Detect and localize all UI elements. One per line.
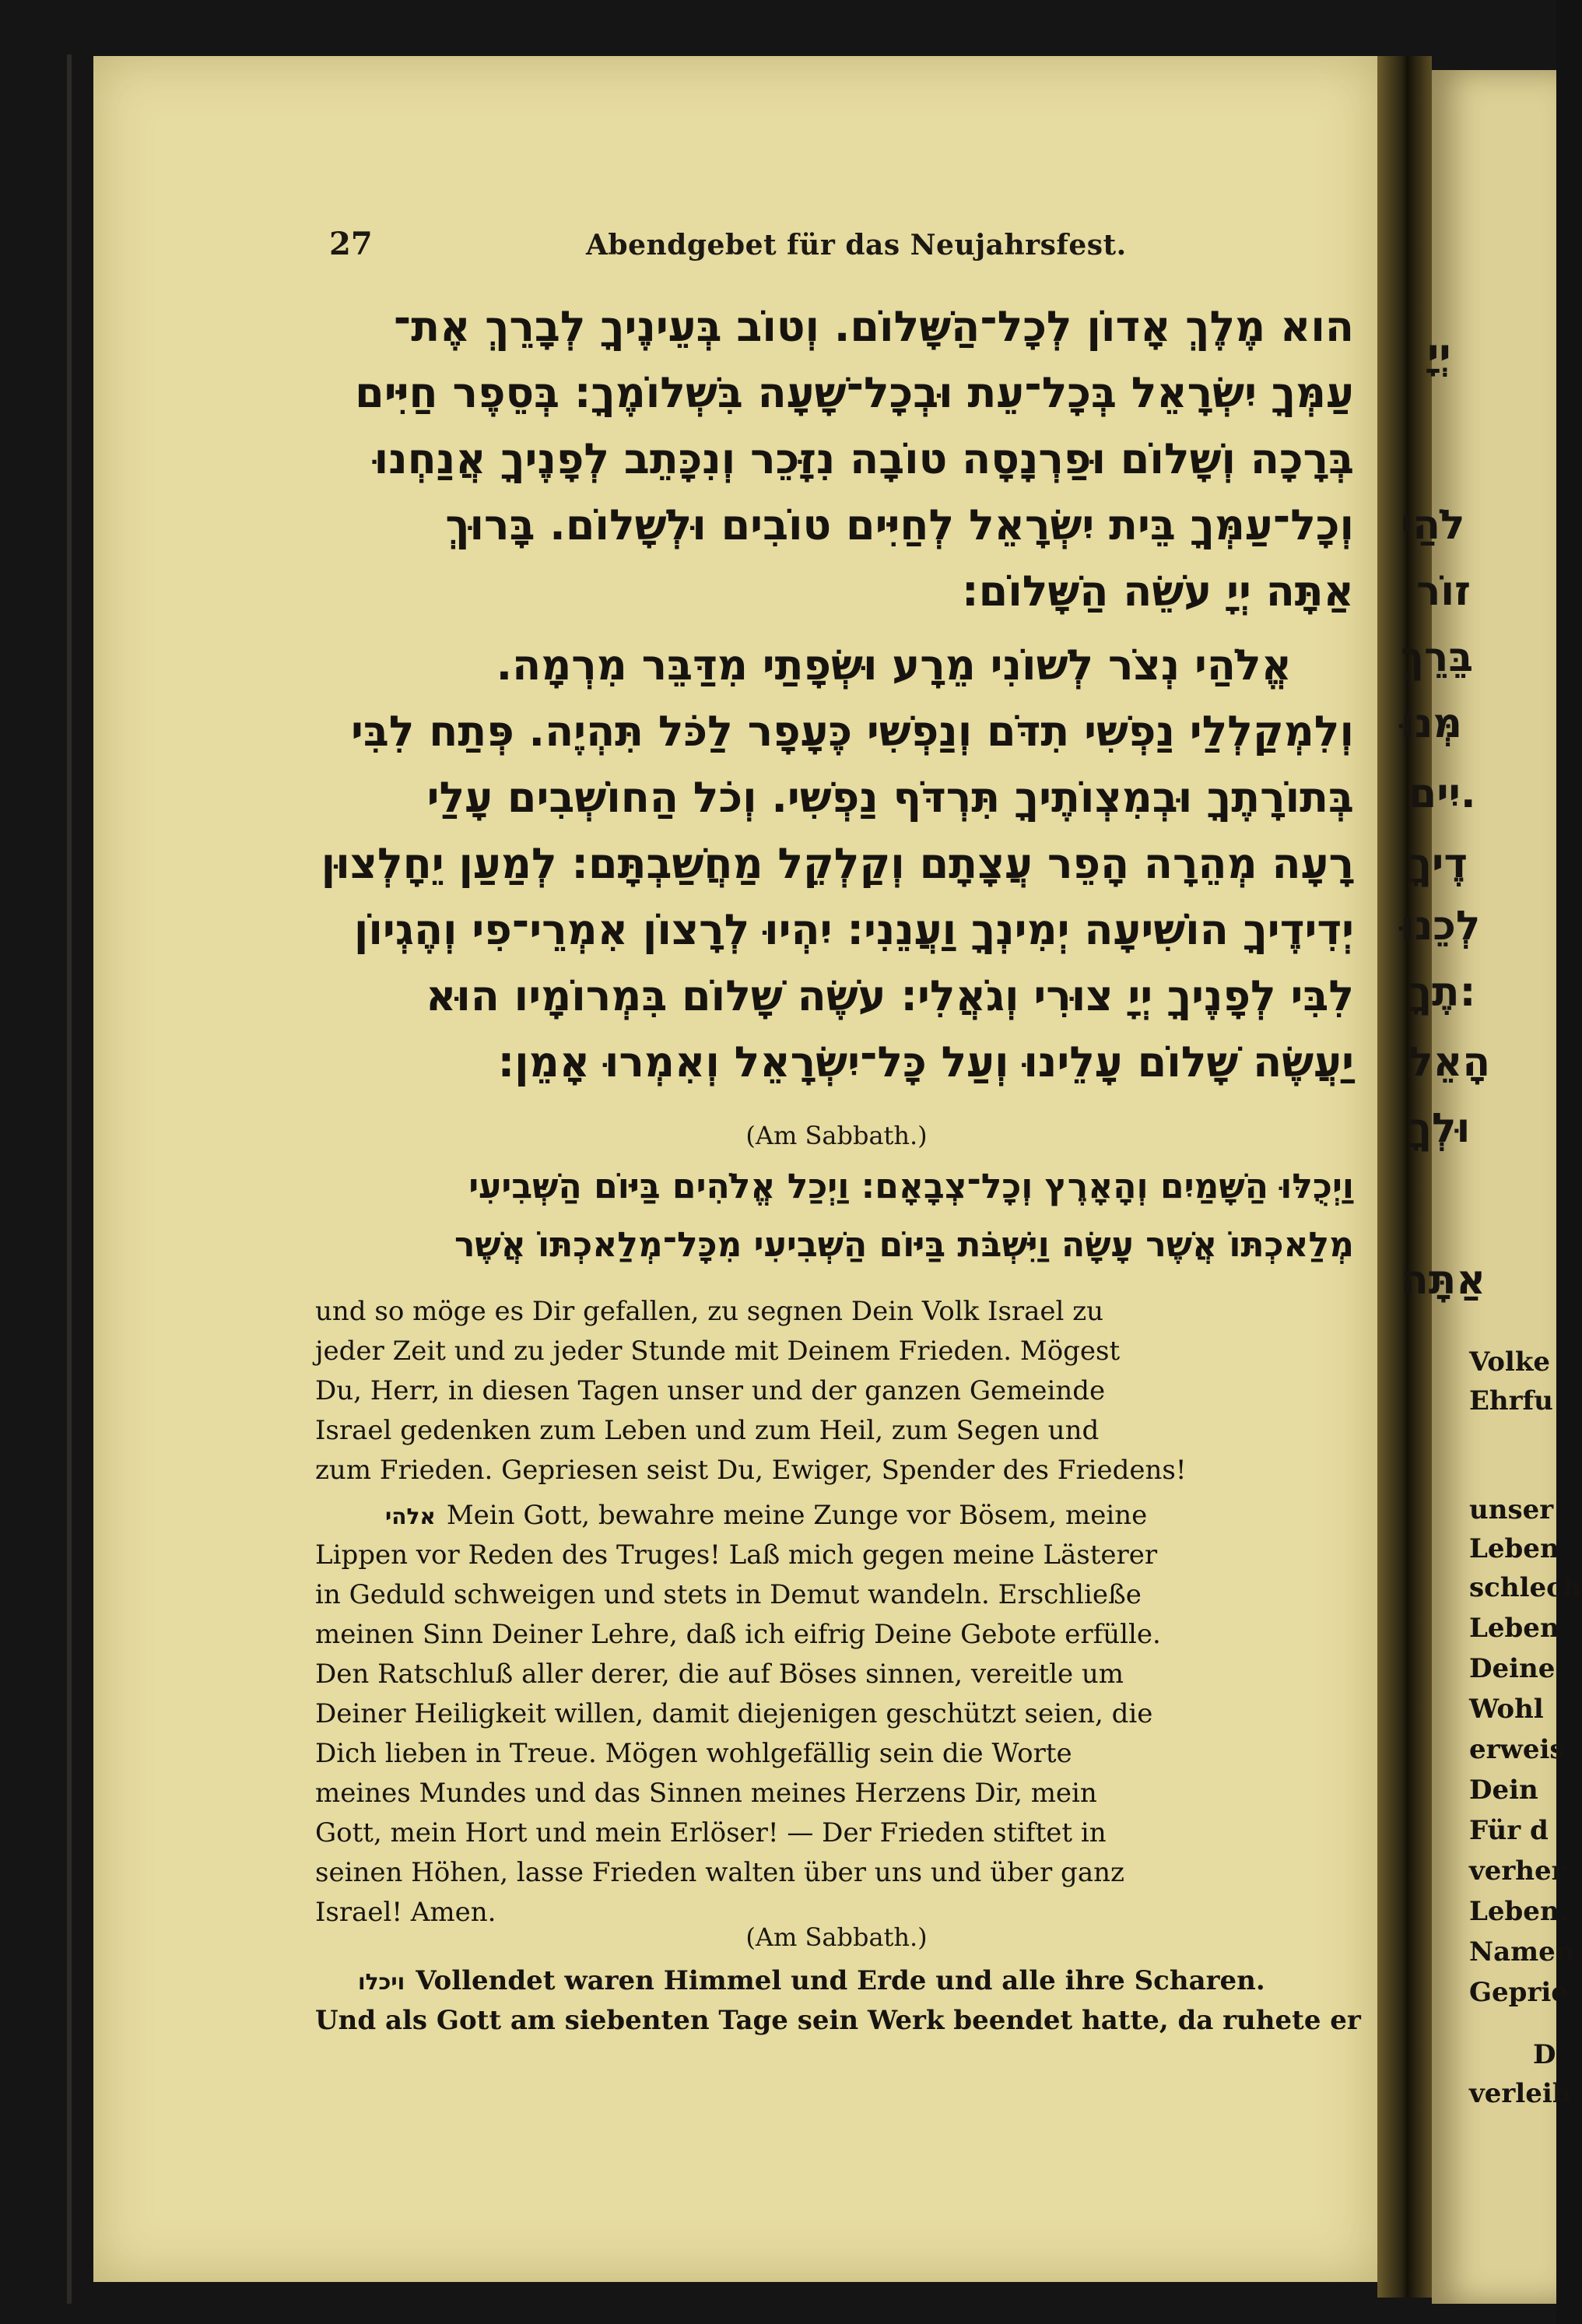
german-line: seinen Höhen, lasse Frieden walten über uns und über ganz bbox=[315, 1857, 1124, 1888]
german-line: und so möge es Dir gefallen, zu segnen Dein Volk Israel zu bbox=[315, 1296, 1104, 1327]
german-line: Mein Gott, bewahre meine Zunge vor Bösem, meine bbox=[446, 1500, 1148, 1531]
hebrew-marker-vaychulu: ויכלו bbox=[358, 1969, 405, 1995]
facing-de-7: Wohl bbox=[1469, 1694, 1544, 1725]
page-number: 27 bbox=[329, 226, 373, 262]
facing-de-15: D bbox=[1533, 2039, 1556, 2070]
facing-heb-7: לְכֵנוּ bbox=[1401, 903, 1481, 950]
facing-heb-8: תֶךָ: bbox=[1408, 969, 1476, 1016]
facing-de-2: unser bbox=[1469, 1494, 1554, 1525]
hebrew-sabbath-line-2: מְלַאכְתּוֹ אֲשֶׁר עָשָׂה וַיִּשְׁבֹּת בַּיּוֹם הַשְּׁבִיעִי מִכָּל־מְלַאכְתּוֹ אֲשֶׁר bbox=[454, 1225, 1354, 1265]
hebrew-marker-elohai: אלהי bbox=[385, 1504, 436, 1529]
facing-de-5: Leben bbox=[1469, 1613, 1559, 1644]
german-line: Dich lieben in Treue. Mögen wohlgefällig sein die Worte bbox=[315, 1738, 1072, 1769]
facing-heb-1: לֹהַי bbox=[1401, 502, 1465, 549]
running-head bbox=[329, 226, 1341, 272]
german-line: Israel gedenken zum Leben und zum Heil, zum Segen und bbox=[315, 1415, 1100, 1446]
facing-de-9: Dein bbox=[1469, 1775, 1538, 1806]
facing-de-8: erweis bbox=[1469, 1734, 1565, 1765]
hebrew-line-9: רָעָה מְהֵרָה הָפֵר עֲצָתָם וְקַלְקֵל מַחֲשַׁבְתָּם: לְמַעַן יֵחָלְצוּן bbox=[321, 839, 1354, 888]
facing-heb-10: וּלְךָ bbox=[1408, 1105, 1471, 1152]
book-edge bbox=[67, 54, 72, 2304]
facing-heb-5: יִים. bbox=[1408, 771, 1476, 817]
facing-heb-2: זוֹר bbox=[1416, 568, 1471, 615]
hebrew-line-1: הוא מֶלֶךְ אָדוֹן לְכָל־הַשָּׁלוֹם. וְטוֹב בְּעֵינֶיךָ לְבָרֵךְ אֶת־ bbox=[393, 302, 1354, 351]
facing-de-0: Volke bbox=[1469, 1346, 1551, 1378]
german-line: Und als Gott am siebenten Tage sein Werk beendet hatte, da ruhete er bbox=[315, 2005, 1361, 2036]
german-line: Deiner Heiligkeit willen, damit diejenigen geschützt seien, die bbox=[315, 1698, 1153, 1729]
german-line: Vollendet waren Himmel und Erde und alle ihre Scharen. bbox=[416, 1965, 1265, 1996]
facing-de-6: Deine bbox=[1469, 1653, 1556, 1684]
german-line: Gott, mein Hort und mein Erlöser! — Der Frieden stiftet in bbox=[315, 1817, 1107, 1848]
hebrew-line-7: וְלִמְקַלְלַי נַפְשִׁי תִדֹּם וְנַפְשִׁי כֶּעָפָר לַכֹּל תִּהְיֶה. פְּתַח לִבִּי bbox=[350, 707, 1354, 756]
sabbath-label: (Am Sabbath.) bbox=[745, 1121, 928, 1150]
german-line: jeder Zeit und zu jeder Stunde mit Deinem Frieden. Mögest bbox=[315, 1336, 1121, 1367]
german-line: meinen Sinn Deiner Lehre, daß ich eifrig Deine Gebote erfülle. bbox=[315, 1619, 1161, 1650]
facing-page bbox=[1401, 70, 1582, 2304]
page-heading: Abendgebet für das Neujahrsfest. bbox=[586, 229, 1127, 262]
german-paragraph-1 bbox=[315, 1292, 1311, 1490]
hebrew-line-6: אֱלֹהַי נְצֹר לְשׁוֹנִי מֵרָע וּשְׂפָתַי מִדַּבֵּר מִרְמָה. bbox=[496, 641, 1292, 690]
facing-de-13: Namen bbox=[1469, 1936, 1575, 1968]
german-line-first bbox=[315, 1496, 1311, 1536]
hebrew-line-8: בְּתוֹרָתֶךָ וּבְמִצְוֺתֶיךָ תִּרְדֹּף נַפְשִׁי. וְכֹל הַחוֹשְׁבִים עָלַי bbox=[426, 773, 1354, 822]
facing-heb-4: מְּנוּ bbox=[1401, 700, 1463, 747]
hebrew-line-2: עַמְּךָ יִשְׂרָאֵל בְּכָל־עֵת וּבְכָל־שָׁעָה בִּשְׁלוֹמֶךָ: בְּסֵפֶר חַיִּים bbox=[355, 368, 1354, 417]
hebrew-line-4: וְכָל־עַמְּךָ בֵּית יִשְׂרָאֵל לְחַיִּים טוֹבִים וּלְשָׁלוֹם. בָּרוּךְ bbox=[445, 500, 1354, 549]
hebrew-sabbath-line-1: וַיְכֻלּוּ הַשָּׁמַיִם וְהָאָרֶץ וְכָל־צְבָאָם: וַיְכַל אֱלֹהִים בַּיּוֹם הַשְּׁבִיעִי bbox=[468, 1167, 1354, 1206]
german-line: meines Mundes und das Sinnen meines Herzens Dir, mein bbox=[315, 1778, 1097, 1809]
german-line: Du, Herr, in diesen Tagen unser und der ganzen Gemeinde bbox=[315, 1375, 1106, 1406]
german-paragraph-2 bbox=[315, 1496, 1311, 1933]
book-gutter bbox=[1377, 56, 1432, 2298]
hebrew-line-11: לִבִּי לְפָנֶיךָ יְיָ צוּרִי וְגֹאֲלִי: עֹשֶׂה שָׁלוֹם בִּמְרוֹמָיו הוּא bbox=[425, 971, 1354, 1020]
facing-de-12: Leben. bbox=[1469, 1896, 1569, 1927]
facing-de-14: Geprie bbox=[1469, 1977, 1568, 2008]
german-line: Den Ratschluß aller derer, die auf Böses sinnen, vereitle um bbox=[315, 1659, 1124, 1690]
facing-heb-0: יְיָ bbox=[1427, 331, 1451, 377]
german-line: Lippen vor Reden des Truges! Laß mich gegen meine Lästerer bbox=[315, 1539, 1158, 1571]
facing-heb-9: הָאֵל bbox=[1408, 1039, 1491, 1086]
facing-de-4: schlech bbox=[1469, 1572, 1582, 1603]
german-line: zum Frieden. Gepriesen seist Du, Ewiger, Spender des Friedens! bbox=[315, 1455, 1187, 1486]
facing-de-3: Leben bbox=[1469, 1533, 1559, 1564]
german-line: in Geduld schweigen und stets in Demut wandeln. Erschließe bbox=[315, 1579, 1142, 1610]
german-line-first bbox=[315, 1961, 1311, 2001]
german-line: Israel! Amen. bbox=[315, 1897, 496, 1928]
sabbath-label-2: (Am Sabbath.) bbox=[745, 1922, 928, 1952]
facing-de-16: verleih bbox=[1469, 2078, 1572, 2109]
hebrew-line-5: אַתָּה יְיָ עֹשֵׂה הַשָּׁלוֹם: bbox=[962, 567, 1354, 616]
hebrew-line-10: יְדִידֶיךָ הוֹשִׁיעָה יְמִינְךָ וַעֲנֵנִי: יִהְיוּ לְרָצוֹן אִמְרֵי־פִי וְהֶגְיוֹן bbox=[353, 905, 1354, 954]
hebrew-line-12: יַעֲשֶׂה שָׁלוֹם עָלֵינוּ וְעַל כָּל־יִשְׂרָאֵל וְאִמְרוּ אָמֵן: bbox=[497, 1037, 1354, 1087]
facing-heb-6: דֶיךָ bbox=[1408, 841, 1468, 887]
facing-heb-11: אַתָּה bbox=[1401, 1257, 1486, 1304]
facing-de-1: Ehrfu bbox=[1469, 1385, 1553, 1417]
facing-de-10: Für d bbox=[1469, 1815, 1549, 1846]
facing-de-11: verher bbox=[1469, 1855, 1566, 1887]
hebrew-line-3: בְּרָכָה וְשָׁלוֹם וּפַרְנָסָה טוֹבָה נִזָּכֵר וְנִכָּתֵב לְפָנֶיךָ אֲנַחְנוּ bbox=[374, 434, 1354, 483]
facing-heb-3: בֵּרֵךְ bbox=[1401, 634, 1474, 681]
german-paragraph-3 bbox=[315, 1961, 1361, 2041]
